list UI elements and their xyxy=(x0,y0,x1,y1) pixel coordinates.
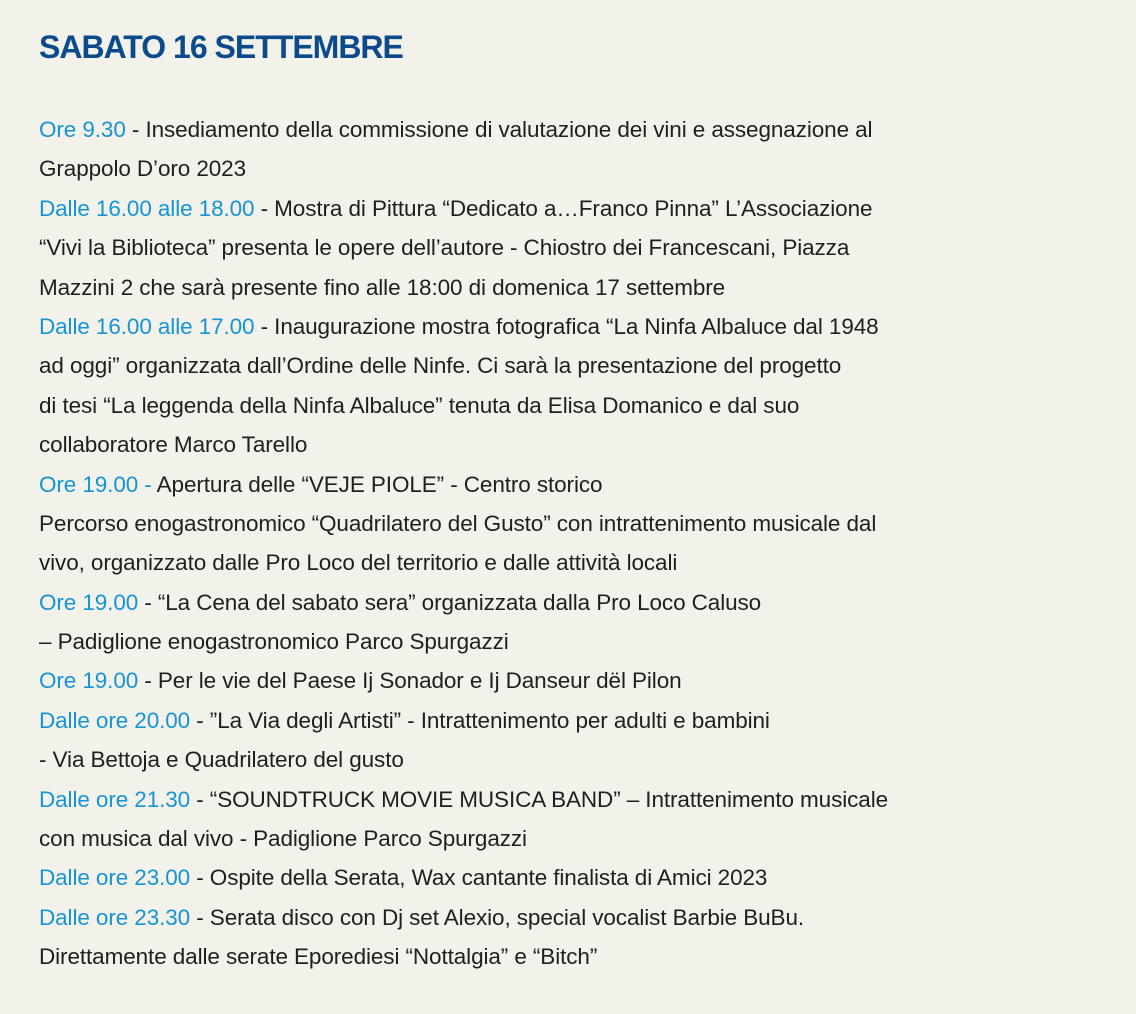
event-line xyxy=(39,780,1096,819)
event-item xyxy=(39,583,1096,662)
event-description: - Mostra di Pittura “Dedicato a…Franco Pinna” L’Associazione xyxy=(254,195,873,221)
event-time: Dalle ore 23.00 xyxy=(39,865,191,891)
event-line: Mazzini 2 che sarà presente fino alle 18:00 di domenica 17 settembre xyxy=(39,274,726,300)
page-title: SABATO 16 SETTEMBRE xyxy=(39,29,403,65)
event-description: - Per le vie del Paese Ij Sonador e Ij Danseur dël Pilon xyxy=(138,668,682,694)
event-line: ad oggi” organizzata dall’Ordine delle Ninfe. Ci sarà la presentazione del progetto xyxy=(39,353,842,379)
event-time: Ore 19.00 xyxy=(39,668,139,694)
event-line: vivo, organizzato dalle Pro Loco del territorio e dalle attività locali xyxy=(39,550,678,576)
event-line: di tesi “La leggenda della Ninfa Albaluce” tenuta da Elisa Domanico e dal suo xyxy=(39,392,800,418)
event-time: Dalle 16.00 alle 18.00 xyxy=(39,195,255,221)
event-description: - “SOUNDTRUCK MOVIE MUSICA BAND” – Intrattenimento musicale xyxy=(190,786,889,812)
event-time: Dalle 16.00 alle 17.00 xyxy=(39,313,255,339)
event-line xyxy=(39,110,1096,149)
event-description: - “La Cena del sabato sera” organizzata dalla Pro Loco Caluso xyxy=(138,589,762,615)
event-line: – Padiglione enogastronomico Parco Spurgazzi xyxy=(39,629,509,655)
event-line xyxy=(39,661,1096,700)
event-description: - ”La Via degli Artisti” - Intrattenimento per adulti e bambini xyxy=(190,707,770,733)
event-time: Ore 19.00 - xyxy=(39,471,152,497)
event-description: - Serata disco con Dj set Alexio, special vocalist Barbie BuBu. xyxy=(190,904,805,930)
event-item xyxy=(39,465,1096,583)
event-line xyxy=(39,189,1096,228)
event-line: “Vivi la Biblioteca” presenta le opere dell’autore - Chiostro dei Francescani, Piazza xyxy=(39,235,850,261)
event-line: con musica dal vivo - Padiglione Parco Spurgazzi xyxy=(39,826,527,852)
event-item xyxy=(39,661,1096,700)
event-description: - Inaugurazione mostra fotografica “La Ninfa Albaluce dal 1948 xyxy=(254,313,879,339)
event-time: Dalle ore 20.00 xyxy=(39,707,191,733)
event-item xyxy=(39,110,1096,189)
event-item xyxy=(39,307,1096,465)
event-time: Dalle ore 21.30 xyxy=(39,786,191,812)
event-line xyxy=(39,307,1096,346)
event-time: Ore 19.00 xyxy=(39,589,139,615)
event-line: collaboratore Marco Tarello xyxy=(39,432,308,458)
event-time: Dalle ore 23.30 xyxy=(39,904,191,930)
event-line xyxy=(39,898,1096,937)
event-item xyxy=(39,189,1096,307)
event-line xyxy=(39,465,1096,504)
event-item xyxy=(39,701,1096,780)
event-line xyxy=(39,583,1096,622)
event-line: Direttamente dalle serate Eporediesi “Nottalgia” e “Bitch” xyxy=(39,944,598,970)
event-item xyxy=(39,780,1096,859)
event-description: Apertura delle “VEJE PIOLE” - Centro storico xyxy=(151,471,603,497)
event-list xyxy=(39,110,1096,977)
event-line: Percorso enogastronomico “Quadrilatero del Gusto” con intrattenimento musicale dal xyxy=(39,510,877,536)
event-description: - Insediamento della commissione di valutazione dei vini e assegnazione al xyxy=(125,117,873,142)
event-line xyxy=(39,701,1096,740)
event-time: Ore 9.30 xyxy=(39,117,126,142)
event-item xyxy=(39,898,1096,977)
event-line: Grappolo D’oro 2023 xyxy=(39,156,246,182)
event-line xyxy=(39,858,1096,897)
event-item xyxy=(39,858,1096,897)
event-description: - Ospite della Serata, Wax cantante finalista di Amici 2023 xyxy=(190,865,768,891)
event-line: - Via Bettoja e Quadrilatero del gusto xyxy=(39,747,404,773)
